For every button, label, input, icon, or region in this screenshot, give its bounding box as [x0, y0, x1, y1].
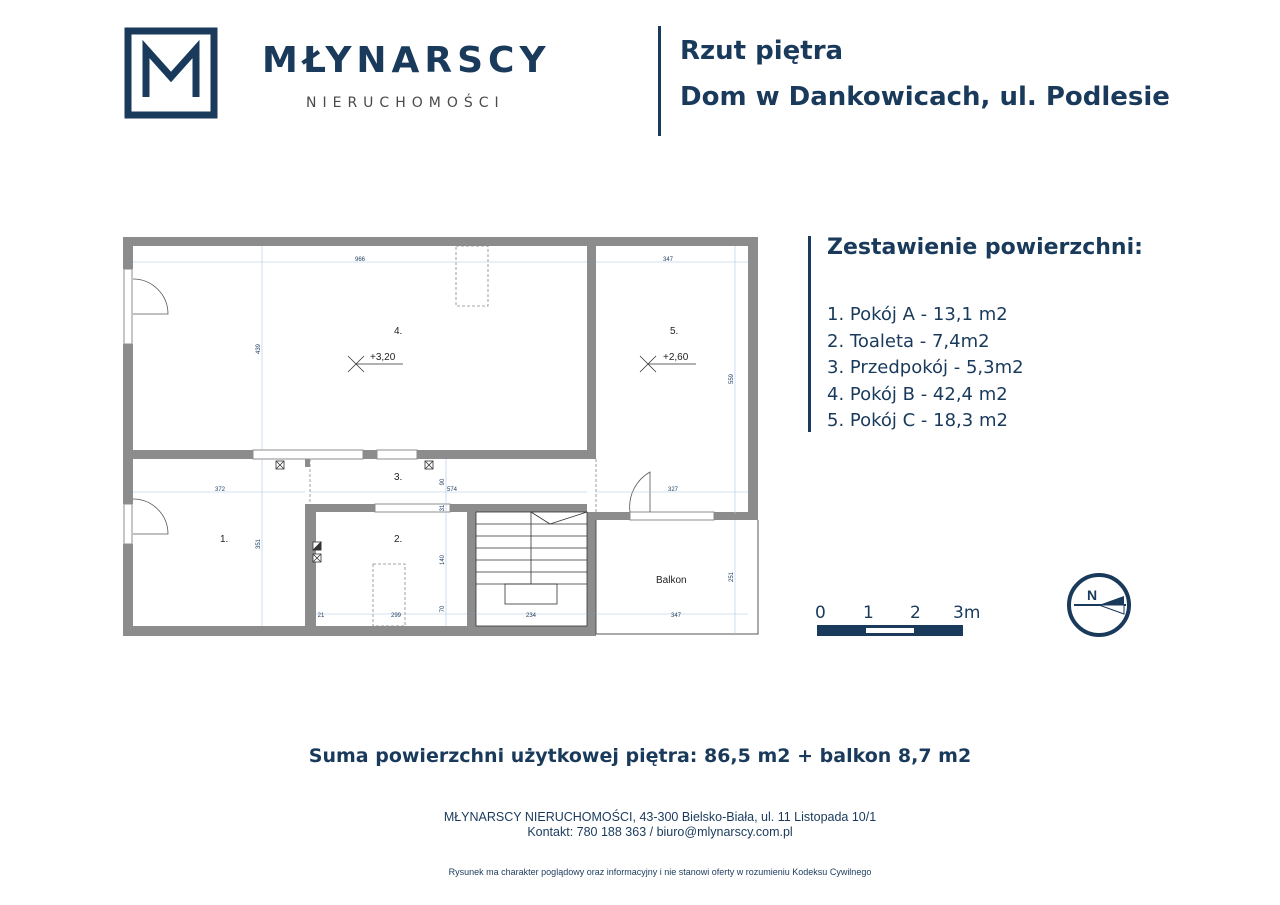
dim-299: 299 — [390, 613, 402, 619]
summary-heading: Zestawienie powierzchni: — [827, 235, 1143, 260]
dim-140: 140 — [440, 554, 446, 566]
compass-letter: N — [1087, 587, 1098, 603]
dim-31: 31 — [440, 504, 446, 512]
area-item: 2. Toaleta - 7,4m2 — [827, 330, 990, 352]
dim-966: 966 — [354, 257, 366, 263]
brand-subtitle: NIERUCHOMOŚCI — [306, 95, 505, 111]
dim-70: 70 — [440, 605, 446, 613]
scale-label-1: 1 — [863, 603, 874, 623]
dim-574: 574 — [446, 487, 458, 493]
floor-plan — [120, 234, 765, 644]
area-list — [827, 302, 1024, 435]
page-subtitle: Dom w Dankowicach, ul. Podlesie — [680, 82, 1170, 112]
brand-name: MŁYNARSCY — [262, 40, 551, 81]
dim-21: 21 — [317, 613, 325, 619]
level-markers — [348, 356, 696, 372]
area-item: 4. Pokój B - 42,4 m2 — [827, 383, 1008, 405]
scale-label-2: 2 — [910, 603, 921, 623]
door-swings — [133, 279, 650, 534]
area-item: 1. Pokój A - 13,1 m2 — [827, 304, 1008, 325]
company-logo — [124, 27, 218, 119]
scale-bar — [816, 624, 966, 638]
room-2-label: 2. — [394, 534, 403, 545]
windows — [124, 269, 714, 544]
dim-347-top: 347 — [662, 257, 674, 263]
dim-439: 439 — [256, 343, 262, 355]
dim-251: 251 — [729, 571, 735, 583]
dim-559: 559 — [729, 373, 735, 385]
room-3-label: 3. — [394, 472, 403, 483]
header-divider — [658, 26, 661, 136]
staircase — [476, 512, 587, 626]
total-area: Suma powierzchni użytkowej piętra: 86,5 m2 + balkon 8,7 m2 — [308, 745, 972, 767]
area-item: 3. Przedpokój - 5,3m2 — [827, 357, 1024, 378]
area-item: 5. Pokój C - 18,3 m2 — [827, 410, 1008, 431]
page-title: Rzut piętra — [680, 36, 844, 66]
balcony-label: Balkon — [656, 575, 687, 586]
dashed-fixtures — [310, 246, 596, 626]
dim-372: 372 — [214, 487, 226, 493]
scale-label-0: 0 — [815, 603, 826, 623]
dim-347-bottom: 347 — [670, 613, 682, 619]
summary-divider — [808, 236, 811, 432]
level-room-4: +3,20 — [370, 352, 396, 363]
scale-label-3: 3m — [953, 603, 981, 623]
room-1-label: 1. — [220, 534, 229, 545]
north-arrow-icon — [1066, 572, 1132, 638]
room-4-label: 4. — [394, 326, 403, 337]
dim-327: 327 — [667, 487, 679, 493]
dim-234: 234 — [525, 613, 537, 619]
dim-90: 90 — [440, 478, 446, 486]
footer-contact: Kontakt: 780 188 363 / biuro@mlynarscy.com.pl — [527, 825, 793, 839]
room-5-label: 5. — [670, 326, 679, 337]
footer-address: MŁYNARSCY NIERUCHOMOŚCI, 43-300 Bielsko-Biała, ul. 11 Listopada 10/1 — [443, 810, 877, 824]
footer-disclaimer: Rysunek ma charakter poglądowy oraz informacyjny i nie stanowi oferty w rozumieniu Kodeksu Cywilnego — [448, 867, 872, 877]
dim-351: 351 — [256, 538, 262, 550]
level-room-5: +2,60 — [663, 352, 689, 363]
